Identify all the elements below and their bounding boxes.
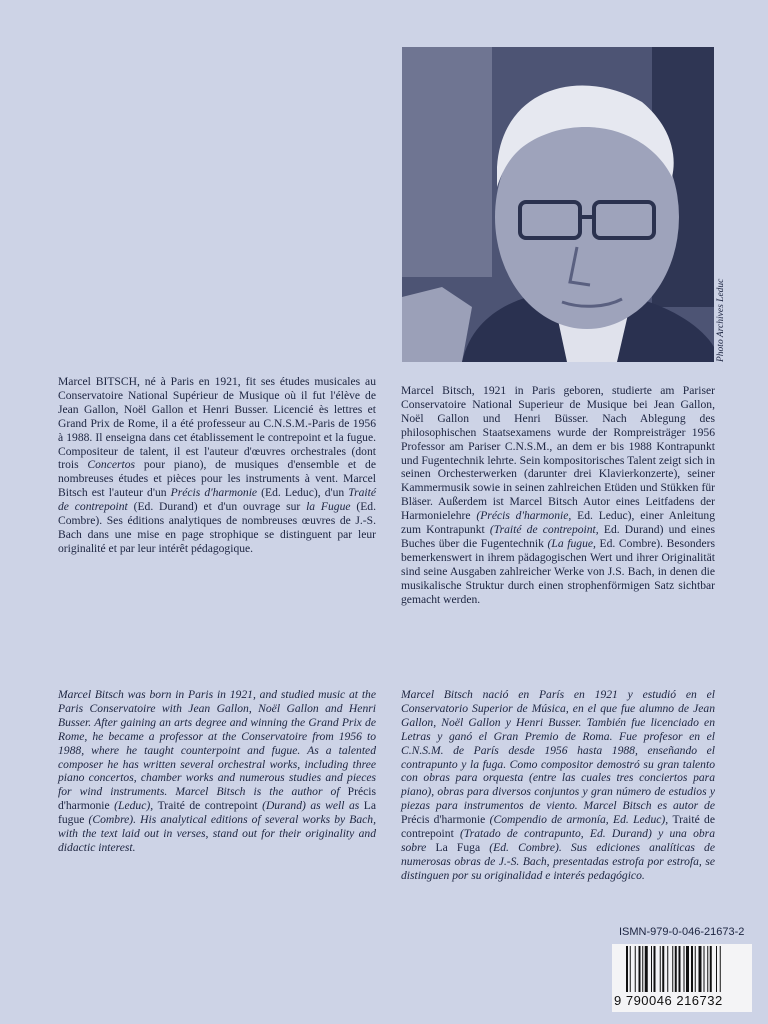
biography-french: Marcel BITSCH, né à Paris en 1921, fit ses études musicales au Conservatoire National Supérieur de Musique où il fut l'élève de Jean Gallon, Noël Gallon et Henri Busser. Licencié ès lettres et Grand Prix de Rome, il a été professeur au C.N.S.M.-Paris de 1956 à 1988. Il enseigna dans cet établissement le contrepoint et la fugue. Compositeur de talent, il est l'auteur d'œuvres orchestrales (dont trois Concertos pour piano), de musiques d'ensemble et de nombreuses études et pièces pour les instruments à vent. Marcel Bitsch est l'auteur d'un Précis d'harmonie (Ed. Leduc), d'un Traité de contrepoint (Ed. Durand) et d'un ouvrage sur la Fugue (Ed. Combre). Ses éditions analytiques de nombreuses œuvres de J.-S. Bach dans une mise en page strophique se distinguent par leur originalité et par leur intérêt pédagogique. <box>58 375 377 555</box>
barcode-bar <box>679 946 681 992</box>
barcode-bar <box>675 946 677 992</box>
barcode-bar <box>635 946 636 992</box>
barcode-bars <box>626 946 748 992</box>
portrait-photo <box>402 47 714 362</box>
biography-spanish: Marcel Bitsch nació en París en 1921 y estudió en el Conservatorio Superior de Música, en el que fue alumno de Jean Gallon, Noël Gallon y Henri Busser. También fue licenciado en Letras y ganó el Gran Premio de Roma. Fue profesor en el C.N.S.M. de París desde 1956 hasta 1988, enseñando el contrapunto y la fuga. Como compositor demostró su gran talento con obras para orquesta (entre las cuales tres conciertos para piano), obras para diversos conjuntos y gran número de estudios y piezas para instrumentos de viento. Marcel Bitsch es autor de Précis d'harmonie (Compendio de armonía, Ed. Leduc), Traité de contrepoint (Tratado de contrapunto, Ed. Durand) y una obra sobre La Fuga (Ed. Combre). Sus ediciones analíticas de numerosas obras de J.-S. Bach, presentadas estrofa por estrofa, se distinguen por su originalidad e interés pedagógico. <box>401 688 716 882</box>
biography-german: Marcel Bitsch, 1921 in Paris geboren, studierte am Pariser Conservatoire National Superieur de Musique bei Jean Gallon, Noël Gallon und Henri Büsser. Nach Ablegung des philosophischen Staatsexamens wurde der Rompreisträger 1956 Professor am Pariser C.N.S.M., an dem er bis 1988 Kontrapunkt und Fugentechnik lehrte. Sein kompositorisches Talent zeigt sich in seinen Orchesterwerken (darunter drei Klavierkonzerte), seiner Kammermusik sowie in seinen zahlreichen Etüden und Stükken für Bläser. Außerdem ist Marcel Bitsch Autor eines Leitfadens der Harmonielehre (Précis d'harmonie, Ed. Leduc), einer Anleitung zum Kontrapunkt (Traité de contrepoint, Ed. Durand) und eines Buches über die Fugentechnik (La fugue, Ed. Combre). Besonders bemerkenswert in ihrem pädagogischen Wert und ihrer Originalität sind seine Ausgaben zahlreicher Werke von J.S. Bach, in denen die musikalische Struktur durch einen strophenförmigen Satz sichtbar gemacht werden. <box>401 384 715 606</box>
biography-english: Marcel Bitsch was born in Paris in 1921, and studied music at the Paris Conservatoire with Jean Gallon, Noël Gallon and Henri Busser. After gaining an arts degree and winning the Grand Prix de Rome, he became a professor at the Conservatoire from 1956 to 1988, where he taught counterpoint and fugue. As a talented composer he has written several orchestral works, including three piano concertos, chamber works and numerous studies and pieces for wind instruments. Marcel Bitsch is the author of Précis d'harmonie (Leduc), Traité de contrepoint (Durand) as well as La fugue (Combre). His analytical editions of several works by Bach, with the text laid out in verses, stand out for their originality and didactic interest. <box>58 688 376 854</box>
barcode-bar <box>667 946 668 992</box>
barcode-bar <box>654 946 656 992</box>
barcode-bar <box>630 946 631 992</box>
barcode-bar <box>691 946 693 992</box>
barcode-bar <box>645 946 648 992</box>
barcode-bar <box>642 946 643 992</box>
barcode-bar <box>710 946 712 992</box>
barcode-bar <box>684 946 685 992</box>
photo-credit: Photo Archives Leduc <box>716 278 726 362</box>
barcode-bar <box>651 946 652 992</box>
portrait-illustration <box>402 47 714 362</box>
barcode-digits: 9 790046 216732 <box>614 993 723 1008</box>
barcode-bar <box>662 946 664 992</box>
barcode-bar <box>707 946 708 992</box>
barcode-bar <box>695 946 696 992</box>
barcode-bar <box>639 946 641 992</box>
barcode-bar <box>720 946 721 992</box>
barcode-bar <box>716 946 717 992</box>
barcode-bar <box>686 946 689 992</box>
barcode-bar <box>704 946 705 992</box>
barcode-bar <box>672 946 673 992</box>
barcode-bar <box>660 946 661 992</box>
barcode-bar <box>626 946 628 992</box>
ismn-number: ISMN-979-0-046-21673-2 <box>619 926 745 938</box>
barcode <box>612 944 752 1012</box>
barcode-bar <box>699 946 702 992</box>
